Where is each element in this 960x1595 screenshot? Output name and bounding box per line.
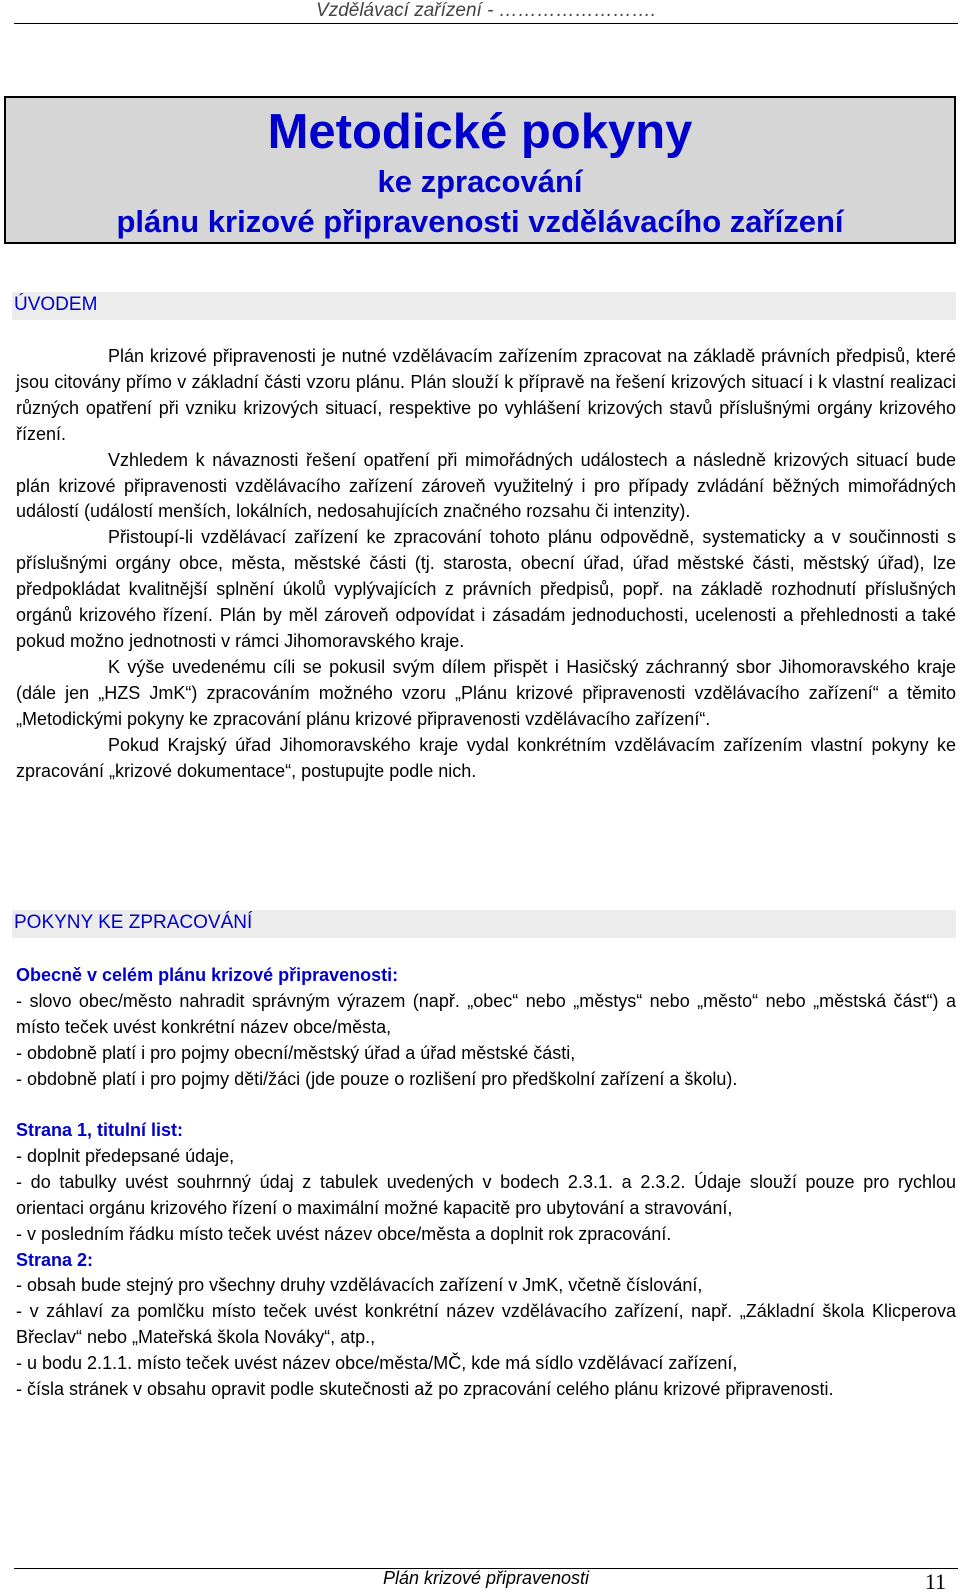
document-subtitle-1: ke zpracování xyxy=(377,164,583,199)
page2-item-2: - v záhlaví za pomlčku místo teček uvést konkrétní název vzdělávacího zařízení, např. „Základní škola Klicperova Břeclav“ nebo „Mateřská škola Nováky“, atp., xyxy=(16,1301,956,1348)
section-instructions xyxy=(12,910,956,938)
general-item-3: - obdobně platí i pro pojmy děti/žáci (jde pouze o rozlišení pro předškolní zařízení a školu). xyxy=(16,1068,738,1089)
page1-item-3: - v posledním řádku místo teček uvést název obce/města a doplnit rok zpracování. xyxy=(16,1223,672,1244)
general-item-2: - obdobně platí i pro pojmy obecní/městský úřad a úřad městské části, xyxy=(16,1042,576,1063)
intro-text xyxy=(16,344,956,784)
page-number: 11 xyxy=(924,1569,946,1594)
intro-paragraph-4: K výše uvedenému cíli se pokusil svým dílem přispět i Hasičský záchranný sbor Jihomoravského kraje (dále jen „HZS JmK“) zpracováním možného vzoru „Plánu krizové připravenosti vzdělávacího zařízení“ a těmito „Metodickými pokyny ke zpracování plánu krizové připravenosti vzdělávacího zařízení“. xyxy=(16,656,956,729)
page1-item-2: - do tabulky uvést souhrnný údaj z tabulek uvedených v bodech 2.3.1. a 2.3.2. Údaje slouží pouze pro rychlou orientaci orgánu krizového řízení o maximální možné kapacitě pro ubytování a stravování, xyxy=(16,1171,956,1218)
page2-item-4: - čísla stránek v obsahu opravit podle skutečnosti až po zpracování celého plánu krizové připravenosti. xyxy=(16,1379,834,1400)
general-block xyxy=(16,963,956,1093)
running-header: Vzdělávací zařízení - ……………………. xyxy=(316,0,656,21)
section-intro-heading: ÚVODEM xyxy=(14,294,98,315)
page2-heading: Strana 2: xyxy=(16,1249,94,1270)
general-item-1: - slovo obec/město nahradit správným výrazem (např. „obec“ nebo „městys“ nebo „město“ nebo „městská část“) a místo teček uvést konkrétní název obce/města, xyxy=(16,990,956,1037)
intro-paragraph-3: Přistoupí-li vzdělávací zařízení ke zpracování tohoto plánu odpovědně, systematicky a v součinnosti s příslušnými orgány obce, města, městské části (tj. starosta, obecní úřad, úřad městské části, městský úřad), lze předpokládat kvalitnější splnění úkolů vyplývajících z právních předpisů, popř. na základě rozhodnutí příslušných orgánů krizového řízení. Plán by měl zároveň odpovídat i zásadám jednoduchosti, ucelenosti a přehlednosti a také pokud možno jednotnosti v rámci Jihomoravského kraje. xyxy=(16,527,956,651)
title-box xyxy=(4,96,956,244)
section-intro xyxy=(12,292,956,320)
header-divider xyxy=(14,23,958,24)
intro-paragraph-2: Vzhledem k návaznosti řešení opatření při mimořádných událostech a následně krizových situací bude plán krizové připravenosti vzdělávacího zařízení zároveň využitelný i pro případy zvládání běžných mimořádných událostí (událostí menších, lokálních, nedosahujících značného rozsahu či intenzity). xyxy=(16,449,956,522)
page1-item-1: - doplnit předepsané údaje, xyxy=(16,1145,235,1166)
footer-title: Plán krizové připravenosti xyxy=(382,1568,590,1588)
document-subtitle-2: plánu krizové připravenosti vzdělávacího zařízení xyxy=(116,204,844,239)
general-heading: Obecně v celém plánu krizové připravenosti: xyxy=(16,965,399,985)
page1-block xyxy=(16,1118,956,1403)
page2-item-3: - u bodu 2.1.1. místo teček uvést název obce/města/MČ, kde má sídlo vzdělávací zařízení, xyxy=(16,1353,738,1374)
document-title: Metodické pokyny xyxy=(267,105,693,159)
intro-paragraph-5: Pokud Krajský úřad Jihomoravského kraje vydal konkrétním vzdělávacím zařízením vlastní pokyny ke zpracování „krizové dokumentace“, postupujte podle nich. xyxy=(16,734,956,781)
section-instructions-heading: POKYNY KE ZPRACOVÁNÍ xyxy=(14,912,253,933)
intro-paragraph-1: Plán krizové připravenosti je nutné vzdělávacím zařízením zpracovat na základě právních předpisů, které jsou citovány přímo v základní části vzoru plánu. Plán slouží k přípravě na řešení krizových situací i k vlastní realizaci různých opatření při vzniku krizových situací, respektive po vyhlášení krizových stavů příslušnými orgány krizového řízení. xyxy=(16,346,956,444)
page2-item-1: - obsah bude stejný pro všechny druhy vzdělávacích zařízení v JmK, včetně číslování, xyxy=(16,1275,703,1296)
page1-heading: Strana 1, titulní list: xyxy=(16,1120,184,1140)
